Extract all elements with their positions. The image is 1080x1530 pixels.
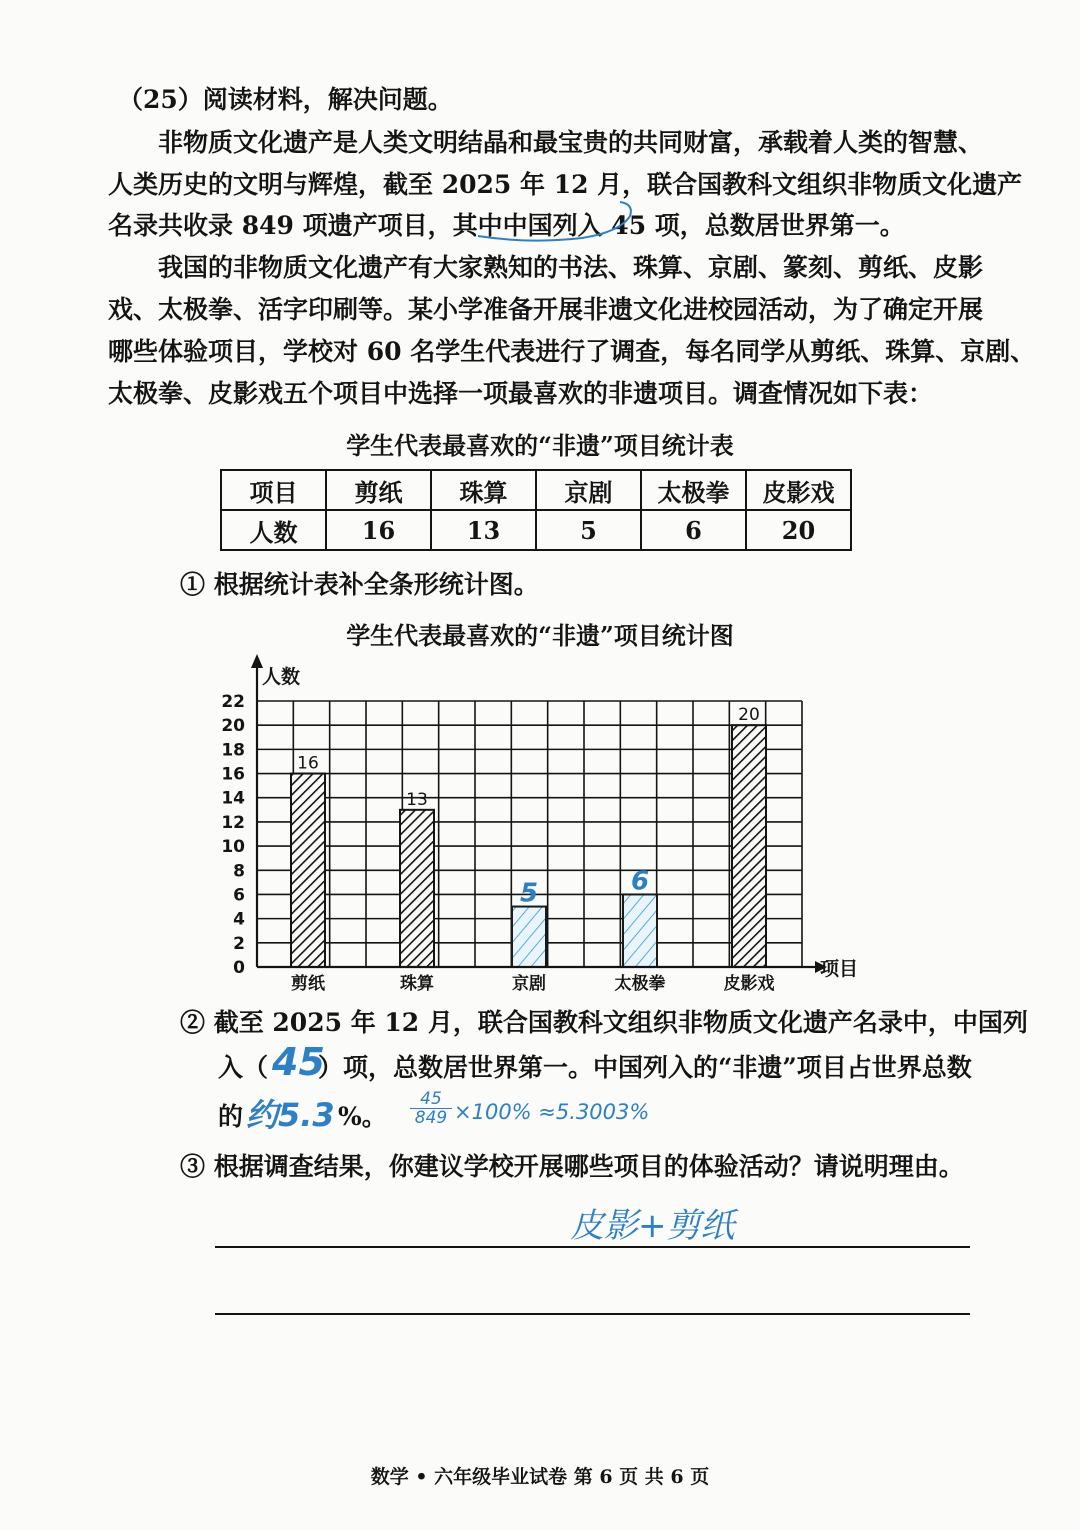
table-row	[221, 470, 851, 510]
question-2-line-2-start: 入（	[218, 1053, 269, 1082]
paragraph-2-line-1: 我国的非物质文化遗产有大家熟知的书法、珠算、京剧、篆刻、剪纸、皮影	[158, 253, 984, 282]
table-row	[221, 510, 851, 550]
y-tick-label: 14	[221, 788, 245, 809]
y-tick-label: 18	[221, 740, 245, 761]
page-footer: 数学 • 六年级毕业试卷 第 6 页 共 6 页	[370, 1466, 710, 1488]
bar-2	[400, 810, 434, 967]
y-tick-label: 2	[233, 933, 245, 954]
fraction-denominator: 849	[410, 1108, 452, 1127]
table-cell: 京剧	[536, 470, 641, 510]
question-2-line-3-start: 的	[218, 1102, 244, 1131]
x-tick-label: 京剧	[512, 974, 546, 994]
handwritten-answer-count: 45	[272, 1040, 325, 1084]
bar-value-label: 5	[519, 878, 539, 909]
table-cell: 5	[536, 510, 641, 550]
statistics-table	[220, 469, 852, 551]
x-axis-labels	[291, 973, 775, 994]
question-2-line-3-end: %。	[338, 1102, 387, 1131]
x-tick-label: 剪纸	[291, 974, 325, 994]
y-tick-label: 22	[221, 692, 245, 712]
bar-value-label: 13	[406, 789, 428, 810]
y-axis-label: 人数	[262, 666, 301, 688]
question-3: ③ 根据调查结果，你建议学校开展哪些项目的体验活动？请说明理由。	[180, 1152, 964, 1181]
bar-chart	[0, 650, 1080, 1000]
question-1: ① 根据统计表补全条形统计图。	[180, 570, 539, 599]
x-tick-label: 珠算	[400, 974, 434, 994]
y-tick-label: 20	[221, 716, 245, 737]
paragraph-2-line-2: 戏、太极拳、活字印刷等。某小学准备开展非遗文化进校园活动，为了确定开展	[108, 295, 984, 324]
chart-title: 学生代表最喜欢的“非遗”项目统计图	[346, 621, 734, 650]
table-cell: 16	[326, 510, 431, 550]
table-row-label: 人数	[221, 510, 326, 550]
y-tick-label: 4	[233, 909, 245, 930]
table-cell: 珠算	[431, 470, 536, 510]
bar-value-label: 20	[738, 705, 760, 726]
handwritten-fraction	[410, 1090, 452, 1127]
x-tick-label: 皮影戏	[723, 974, 775, 994]
y-tick-label: 16	[221, 764, 245, 785]
table-cell: 20	[746, 510, 851, 550]
y-tick-label: 12	[221, 812, 245, 833]
problem-title: （25）阅读材料，解决问题。	[118, 85, 453, 114]
y-tick-label: 10	[221, 837, 245, 858]
table-row-label: 项目	[221, 470, 326, 510]
handwritten-calculation: ×100% ≈5.3003%	[454, 1100, 650, 1124]
handwritten-answer-q3: 皮影+剪纸	[570, 1206, 735, 1246]
paragraph-2-line-4: 太极拳、皮影戏五个项目中选择一项最喜欢的非遗项目。调查情况如下表：	[108, 379, 934, 408]
table-caption: 学生代表最喜欢的“非遗”项目统计表	[346, 431, 734, 460]
bar-5	[732, 725, 766, 967]
paragraph-2-line-3: 哪些体验项目，学校对 60 名学生代表进行了调查，每名同学从剪纸、珠算、京剧、	[108, 337, 1036, 366]
question-2-line-2-end: ）项，总数居世界第一。中国列入的“非遗”项目占世界总数	[318, 1053, 972, 1082]
y-tick-label: 0	[233, 958, 245, 978]
chart-bars	[291, 705, 766, 967]
table-cell: 皮影戏	[746, 470, 851, 510]
table-cell: 6	[641, 510, 746, 550]
fraction-numerator: 45	[420, 1089, 442, 1109]
x-tick-label: 太极拳	[614, 974, 666, 994]
table-cell: 13	[431, 510, 536, 550]
y-tick-label: 6	[233, 885, 245, 906]
bar-1	[291, 774, 325, 967]
bar-value-label: 6	[630, 866, 650, 897]
table-cell: 太极拳	[641, 470, 746, 510]
handwritten-answer-percent: 约5.3	[246, 1096, 335, 1134]
paragraph-1-line-2: 人类历史的文明与辉煌，截至 2025 年 12 月，联合国教科文组织非物质文化遗产	[108, 170, 1023, 199]
answer-line-2	[215, 1313, 970, 1315]
question-2-line-1: ② 截至 2025 年 12 月，联合国教科文组织非物质文化遗产名录中，中国列	[180, 1008, 1028, 1037]
paragraph-1-line-3: 名录共收录 849 项遗产项目，其中中国列入 45 项，总数居世界第一。	[108, 211, 905, 240]
bar-4	[623, 894, 657, 967]
paragraph-1-line-1: 非物质文化遗产是人类文明结晶和最宝贵的共同财富，承载着人类的智慧、	[158, 128, 984, 157]
handwritten-circle-mark	[470, 196, 670, 248]
x-axis-label: 项目	[820, 958, 859, 980]
bar-value-label: 16	[297, 753, 319, 774]
answer-line-1	[215, 1246, 970, 1248]
y-axis-ticks	[221, 692, 245, 978]
bar-3	[512, 907, 546, 967]
table-cell: 剪纸	[326, 470, 431, 510]
y-tick-label: 8	[233, 861, 245, 882]
